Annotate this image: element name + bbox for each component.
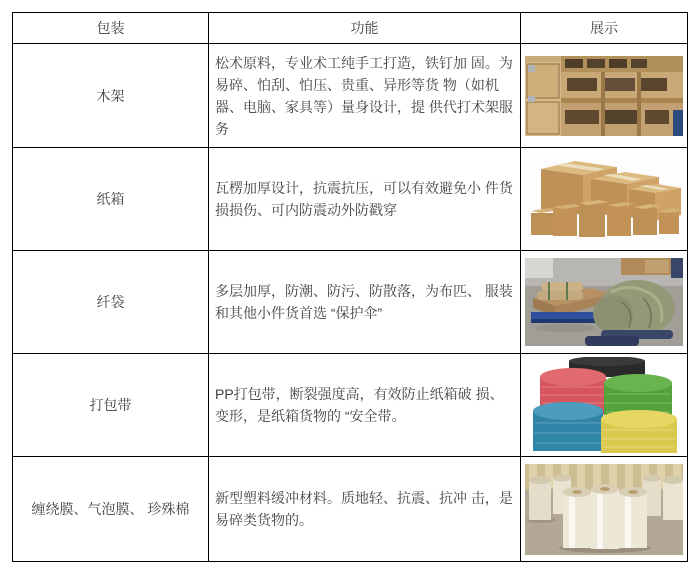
packaging-cell: 打包带	[13, 354, 209, 457]
strap-rolls-photo	[525, 357, 683, 453]
packaging-table	[12, 12, 688, 562]
photo-cell	[521, 148, 688, 251]
packaging-cell: 纤袋	[13, 251, 209, 354]
function-cell: 新型塑料缓冲材料。质地轻、抗震、抗冲 击，是易碎类货物的。	[209, 457, 521, 562]
photo-cell	[521, 251, 688, 354]
function-cell: PP打包带，断裂强度高，有效防止纸箱破 损、变形，是纸箱货物的 “安全带。	[209, 354, 521, 457]
photo-cell	[521, 354, 688, 457]
woven-bags-photo	[525, 258, 683, 346]
column-header-function: 功能	[209, 13, 521, 44]
packaging-cell: 木架	[13, 44, 209, 148]
function-cell: 松术原料，专业术工纯手工打造，铁钉加 固。为易碎、怕刮、怕压、贵重、异形等货 物（如机器、电脑、家具等）量身设计，提 供代打术架服务	[209, 44, 521, 148]
wooden-crates-photo	[525, 56, 683, 136]
table-row	[13, 251, 688, 354]
function-cell: 瓦楞加厚设计，抗震抗压，可以有效避免小 件货损损伤、可内防震动外防戳穿	[209, 148, 521, 251]
column-header-display: 展示	[521, 13, 688, 44]
header-row	[13, 13, 688, 44]
packaging-cell: 纸箱	[13, 148, 209, 251]
table-row	[13, 44, 688, 148]
cardboard-boxes-photo	[525, 153, 683, 245]
photo-cell	[521, 457, 688, 562]
packaging-cell: 缠绕膜、气泡膜、 珍殊棉	[13, 457, 209, 562]
table-row	[13, 354, 688, 457]
column-header-packaging: 包装	[13, 13, 209, 44]
photo-cell	[521, 44, 688, 148]
table-row	[13, 148, 688, 251]
function-cell: 多层加厚，防潮、防污、防散落，为布匹、 服装和其他小件货首选 “保护伞”	[209, 251, 521, 354]
table-row	[13, 457, 688, 562]
film-rolls-photo	[525, 464, 683, 555]
